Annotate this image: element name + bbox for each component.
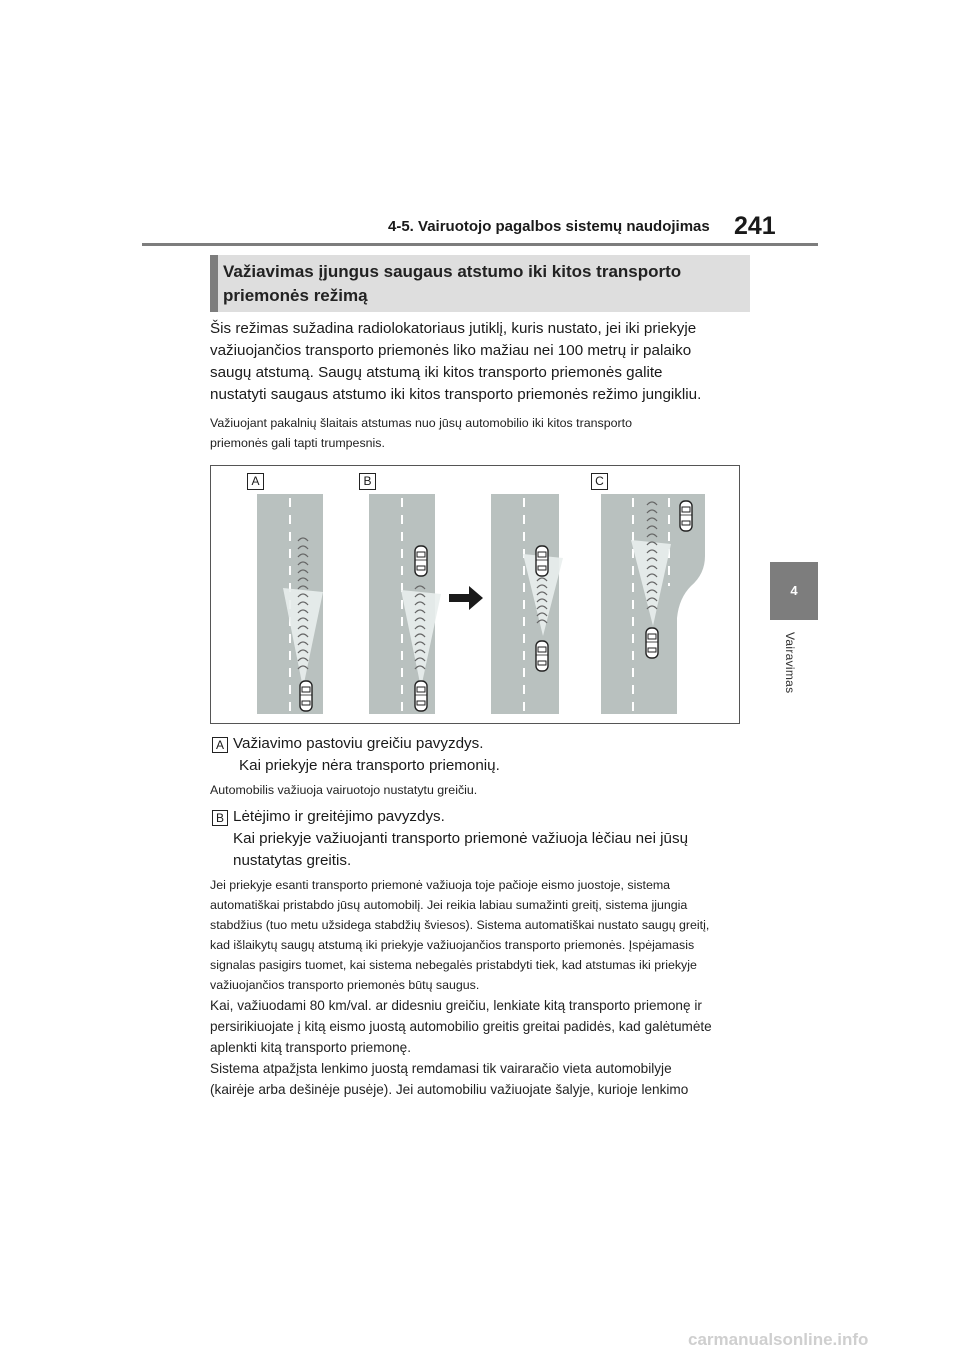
chapter-tab: 4 — [770, 562, 818, 620]
text-line: kad išlaikytų saugų atstumą iki priekyje važiuojančios transporto priemonės. Įspėjamasis — [210, 938, 695, 952]
acc-diagram-illustration — [211, 466, 739, 723]
lead-car — [415, 546, 427, 576]
text-line: (kairėje arba dešinėje pusėje). Jei automobiliu važiuojate šalyje, kurioje lenkimo — [210, 1082, 689, 1097]
text-line: Šis režimas sužadina radiolokatoriaus jutiklį, kuris nustato, jei iki priekyje — [210, 320, 697, 337]
text-line: važiuojančios transporto priemonės būtų saugus. — [210, 978, 480, 992]
section-heading-text — [223, 260, 743, 308]
lead-car — [536, 546, 548, 576]
text-line: Kai, važiuodami 80 km/val. ar didesniu greičiu, lenkiate kitą transporto priemonę ir — [210, 998, 702, 1013]
chapter-label: Vairavimas — [783, 632, 797, 694]
section-heading-line: Važiavimas įjungus saugaus atstumo iki kitos transporto — [223, 262, 682, 281]
text-line: nustatytas greitis. — [233, 852, 352, 869]
own-car — [300, 681, 312, 711]
own-car — [646, 628, 658, 658]
text-line: Važiuojant pakalnių šlaitais atstumas nuo jūsų automobilio iki kitos transporto — [210, 416, 632, 430]
diagram-label-c — [591, 472, 608, 490]
note-downhill — [210, 413, 750, 453]
own-car — [536, 641, 548, 671]
own-car — [415, 681, 427, 711]
text-line: automatiškai pristabdo jūsų automobilį. Jei reikia labiau sumažinti greitį, sistema įjungia — [210, 898, 688, 912]
item-b-note — [210, 875, 750, 995]
section-heading-bar — [210, 255, 218, 312]
item-b-text — [233, 806, 753, 872]
text-line: aplenkti kitą transporto priemonę. — [210, 1040, 411, 1055]
item-label-b: B — [212, 810, 228, 826]
overtake-paragraph — [210, 995, 750, 1058]
section-heading — [210, 255, 750, 312]
diagram-label-b — [359, 472, 376, 490]
item-a-note: Automobilis važiuoja vairuotojo nustatytu greičiu. — [210, 783, 478, 797]
item-label-a: A — [212, 737, 228, 753]
text-line: persirikiuojate į kitą eismo juostą automobilio greitis greitai padidės, kad galėtumėte — [210, 1019, 712, 1034]
text-line: Važiavimo pastoviu greičiu pavyzdys. — [233, 735, 484, 752]
text-line: saugų atstumą. Saugų atstumą iki kitos transporto priemonės galite — [210, 364, 663, 381]
text-line: važiuojančios transporto priemonės liko mažiau nei 100 metrų ir palaiko — [210, 342, 692, 359]
lead-car — [680, 501, 692, 531]
header-rule — [142, 243, 818, 246]
item-a-text — [233, 733, 753, 777]
text-line: Kai priekyje nėra transporto priemonių. — [239, 757, 500, 774]
text-line: Sistema atpažįsta lenkimo juostą remdamasi tik vairaračio vieta automobilyje — [210, 1061, 672, 1076]
text-line: Kai priekyje važiuojanti transporto priemonė važiuoja lėčiau nei jūsų — [233, 830, 689, 847]
text-line: stabdžius (tuo metu užsidega stabdžių šviesos). Sistema automatiškai nustato saugų greitį, — [210, 918, 710, 932]
diagram-label-text: C — [591, 473, 608, 490]
diagram-label-a — [247, 472, 264, 490]
diagram-label-text: B — [359, 473, 376, 490]
text-line: priemonės gali tapti trumpesnis. — [210, 436, 385, 450]
running-header-title: 4-5. Vairuotojo pagalbos sistemų naudojimas — [388, 218, 710, 235]
page-number: 241 — [734, 212, 776, 240]
section-heading-line: priemonės režimą — [223, 286, 368, 305]
text-line: Lėtėjimo ir greitėjimo pavyzdys. — [233, 808, 445, 825]
intro-paragraph — [210, 318, 750, 406]
system-paragraph — [210, 1058, 750, 1100]
text-line: Jei priekyje esanti transporto priemonė važiuoja toje pačioje eismo juostoje, sistema — [210, 878, 671, 892]
acc-diagram — [210, 465, 740, 724]
diagram-label-text: A — [247, 473, 264, 490]
arrow-icon — [449, 586, 483, 610]
text-line: signalas pasigirs tuomet, kai sistema nebegalės pristabdyti tiek, kad atstumas iki priekyje — [210, 958, 697, 972]
text-line: nustatyti saugaus atstumo iki kitos transporto priemonės režimo jungikliu. — [210, 386, 702, 403]
watermark: carmanualsonline.info — [688, 1330, 869, 1349]
